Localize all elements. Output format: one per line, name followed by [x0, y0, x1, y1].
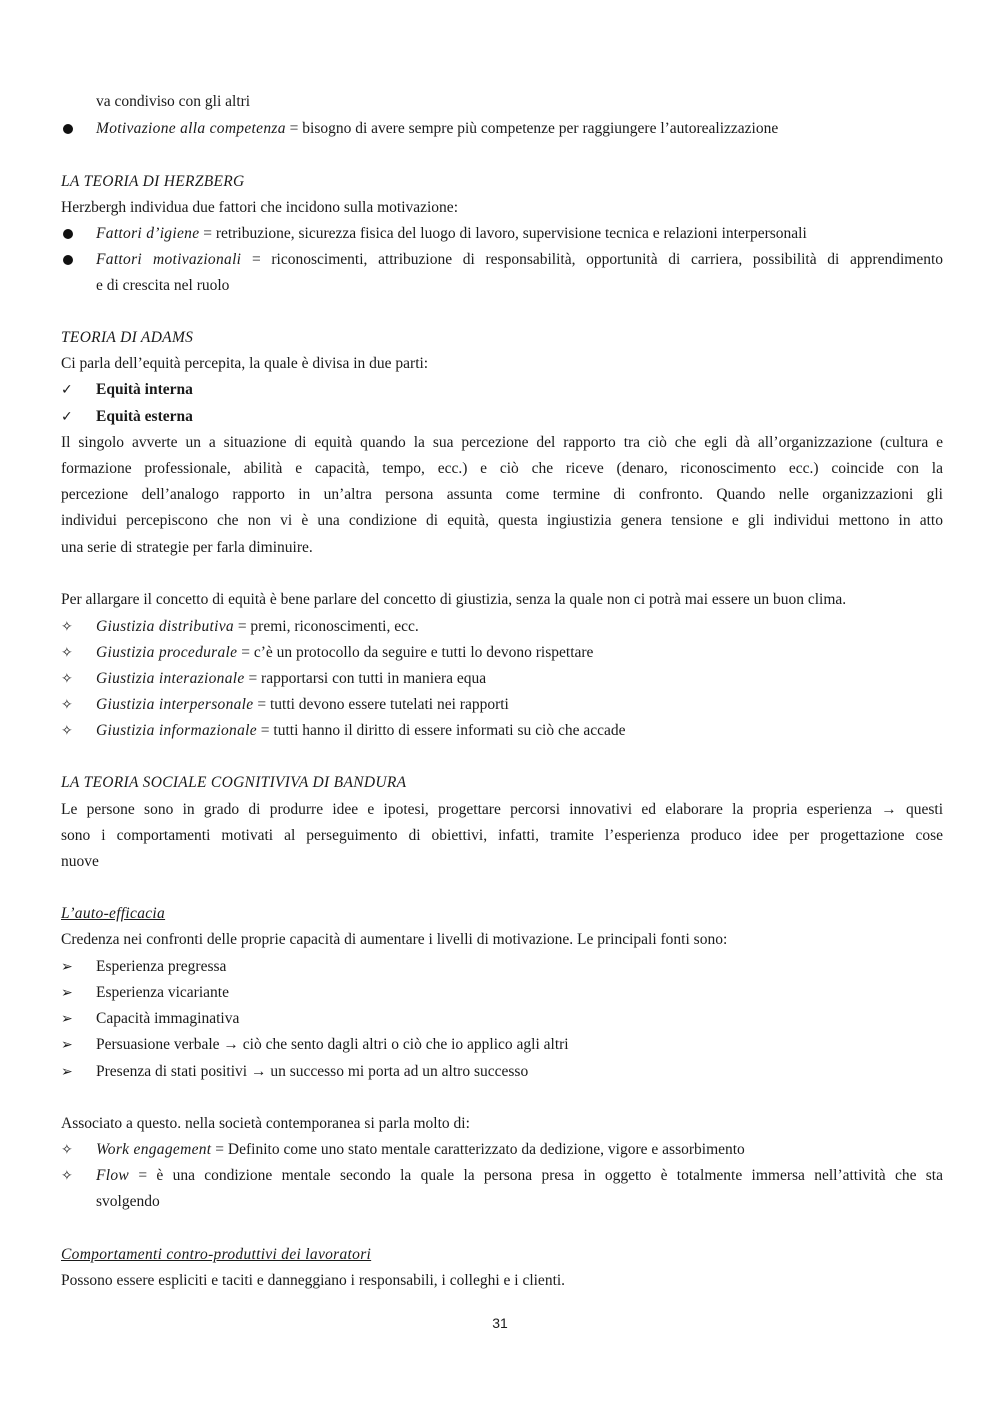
definition: = Definito come uno stato mentale caratterizzato da dedizione, vigore e assorbimento	[211, 1141, 745, 1158]
paragraph-line: Il singolo avverte un a situazione di equità quando la sua percezione del rapporto tra ciò che egli dà all’organizzazione (cultura e	[61, 434, 943, 451]
paragraph-line: sono i comportamenti motivati al perseguimento di obiettivi, infatti, tramite l’esperienza produco idee per progettazione cose	[61, 827, 943, 844]
bullet-dot-icon	[61, 221, 91, 248]
term: Giustizia interpersonale	[96, 696, 254, 713]
paragraph: Credenza nei confronti delle proprie capacità di aumentare i livelli di motivazione. Le principali fonti sono:	[61, 931, 728, 948]
star-icon: ✧	[61, 1168, 73, 1184]
star-icon: ✧	[61, 697, 73, 713]
arrow-bullet-icon: ➢	[61, 985, 73, 1001]
subsection-title: Comportamenti contro-produttivi dei lavoratori	[61, 1246, 372, 1263]
list-item-continuation: e di crescita nel ruolo	[96, 277, 230, 294]
term: Giustizia informazionale	[96, 722, 257, 739]
paragraph: Herzbergh individua due fattori che incidono sulla motivazione:	[61, 199, 458, 216]
subsection-title: L’auto-efficacia	[61, 905, 166, 922]
list-item: Persuasione verbale → ciò che sento dagli altri o ciò che io applico agli altri	[96, 1036, 569, 1053]
list-item	[96, 614, 943, 640]
list-item: Equità interna	[96, 381, 193, 398]
definition: = tutti hanno il diritto di essere informati su ciò che accade	[256, 722, 626, 739]
paragraph-line: Le persone sono in grado di produrre idee e ipotesi, progettare percorsi innovativi ed elaborare la propria esperienza → questi	[61, 801, 943, 818]
star-icon: ✧	[61, 645, 73, 661]
list-item: Esperienza vicariante	[96, 984, 229, 1001]
list-item	[96, 718, 943, 744]
star-icon: ✧	[61, 723, 73, 739]
paragraph-line: formazione professionale, abilità e capacità, tempo, ecc.) e ciò che riceve (denaro, riconoscimento ecc.) coincide con la	[61, 460, 943, 477]
paragraph-line: individui percepiscono che non vi è una condizione di equità, questa ingiustizia genera tensione e gli individui mettono in atto	[61, 512, 943, 529]
list-item	[96, 116, 943, 142]
definition: = tutti devono essere tutelati nei rapporti	[253, 696, 509, 713]
term: Flow	[96, 1167, 130, 1184]
term: Giustizia interazionale	[96, 670, 245, 687]
term: Fattori motivazionali	[96, 251, 242, 268]
list-item	[96, 1137, 943, 1163]
list-item: Capacità immaginativa	[96, 1010, 240, 1027]
paragraph: Per allargare il concetto di equità è bene parlare del concetto di giustizia, senza la quale non ci potrà mai essere un buon clima.	[61, 591, 847, 608]
check-icon: ✓	[61, 382, 73, 398]
definition: = riconoscimenti, attribuzione di responsabilità, opportunità di carriera, possibilità di apprendimento	[241, 251, 944, 268]
term: Giustizia distributiva	[96, 618, 234, 635]
paragraph-line: una serie di strategie per farla diminuire.	[61, 539, 313, 556]
paragraph-line: nuove	[61, 853, 99, 870]
section-title: LA TEORIA DI HERZBERG	[61, 173, 245, 190]
list-item	[96, 221, 943, 247]
continued-text: va condiviso con gli altri	[96, 93, 251, 110]
bullet-dot-icon	[61, 116, 91, 143]
list-item	[96, 666, 943, 692]
arrow-bullet-icon: ➢	[61, 1011, 73, 1027]
star-icon: ✧	[61, 1142, 73, 1158]
term: Motivazione alla competenza	[96, 120, 286, 137]
term: Work engagement	[96, 1141, 212, 1158]
paragraph: Ci parla dell’equità percepita, la quale è divisa in due parti:	[61, 355, 429, 372]
paragraph: Associato a questo. nella società contemporanea si parla molto di:	[61, 1115, 470, 1132]
page-number: 31	[492, 1315, 508, 1331]
arrow-bullet-icon: ➢	[61, 1064, 73, 1080]
definition: = premi, riconoscimenti, ecc.	[233, 618, 419, 635]
list-item: Equità esterna	[96, 408, 193, 425]
definition: = bisogno di avere sempre più competenze per raggiungere l’autorealizzazione	[285, 120, 779, 137]
paragraph: Possono essere espliciti e taciti e danneggiano i responsabili, i colleghi e i clienti.	[61, 1272, 566, 1289]
list-item	[96, 692, 943, 718]
star-icon: ✧	[61, 619, 73, 635]
term: Giustizia procedurale	[96, 644, 238, 661]
list-item	[96, 640, 943, 666]
term: Fattori d’igiene	[96, 225, 200, 242]
check-icon: ✓	[61, 409, 73, 425]
definition: = c’è un protocollo da seguire e tutti lo devono rispettare	[237, 644, 594, 661]
arrow-bullet-icon: ➢	[61, 959, 73, 975]
bullet-dot-icon	[61, 247, 91, 274]
arrow-bullet-icon: ➢	[61, 1037, 73, 1053]
star-icon: ✧	[61, 671, 73, 687]
list-item-continuation: svolgendo	[96, 1193, 160, 1210]
list-item: Presenza di stati positivi → un successo mi porta ad un altro successo	[96, 1063, 529, 1080]
list-item: Esperienza pregressa	[96, 958, 227, 975]
definition: = rapportarsi con tutti in maniera equa	[244, 670, 487, 687]
section-title: LA TEORIA SOCIALE COGNITIVIVA DI BANDURA	[61, 774, 407, 791]
definition: = retribuzione, sicurezza fisica del luogo di lavoro, supervisione tecnica e relazioni interpersonali	[199, 225, 807, 242]
paragraph-line: percezione dell’analogo rapporto in un’altra persona assunta come termine di confronto. Quando nelle organizzazioni gli	[61, 486, 943, 503]
list-item	[96, 1163, 943, 1189]
definition: = è una condizione mentale secondo la quale la persona presa in oggetto è totalmente immersa nell’attività che sta	[129, 1167, 943, 1184]
list-item	[96, 247, 943, 273]
section-title: TEORIA DI ADAMS	[61, 329, 194, 346]
